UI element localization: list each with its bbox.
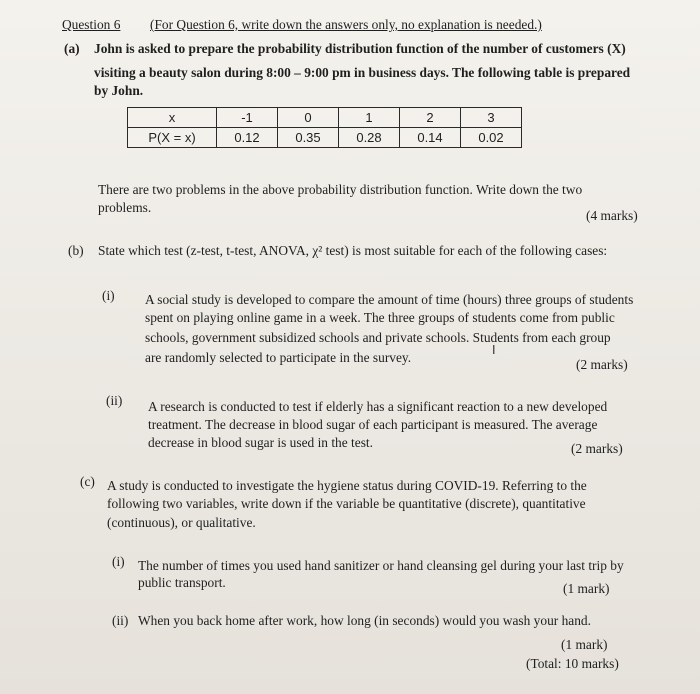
- part-b-ii-line1: A research is conducted to test if elderly has a significant reaction to a new developed: [148, 399, 608, 414]
- table-cell-p: 0.14: [400, 128, 461, 148]
- table-header-p: P(X = x): [128, 128, 217, 148]
- table-cell-x: 3: [461, 108, 522, 128]
- part-b-ii-line3: decrease in blood sugar is used in the test.: [148, 435, 373, 450]
- part-a-line1: John is asked to prepare the probability distribution function of the number of customers (X): [94, 41, 626, 56]
- part-a-follow-line1: There are two problems in the above probability distribution function. Write down the two: [98, 182, 583, 197]
- part-b-stem: State which test (z-test, t-test, ANOVA, χ² test) is most suitable for each of the following cases:: [98, 243, 608, 258]
- table-cell-x: 0: [278, 108, 339, 128]
- table-row-p: [128, 128, 522, 148]
- part-b-i-marks: (2 marks): [576, 357, 628, 372]
- part-a-line2: visiting a beauty salon during 8:00 – 9:00 pm in business days. The following table is prepared: [94, 65, 631, 80]
- total-marks: (Total: 10 marks): [526, 656, 619, 671]
- part-c-i-marks: (1 mark): [563, 581, 610, 596]
- part-c-i-line1: The number of times you used hand sanitizer or hand cleansing gel during your last trip by: [138, 558, 624, 573]
- question-instruction: (For Question 6, write down the answers only, no explanation is needed.): [150, 17, 542, 32]
- table-cell-p: 0.12: [217, 128, 278, 148]
- part-c-line3: (continuous), or qualitative.: [107, 515, 256, 530]
- part-b-i-line2: spent on playing online game in a week. The three groups of students come from public: [145, 310, 615, 325]
- part-b-ii-label: (ii): [106, 393, 123, 408]
- question-number: Question 6: [62, 17, 121, 32]
- table-cell-x: 2: [400, 108, 461, 128]
- part-b-i-label: (i): [102, 288, 115, 303]
- table-cell-p: 0.28: [339, 128, 400, 148]
- part-a-follow-line2: problems.: [98, 200, 152, 215]
- part-b-i-line4: are randomly selected to participate in the survey.: [145, 350, 412, 365]
- probability-table: [127, 107, 522, 148]
- part-c-i-line2: public transport.: [138, 575, 226, 590]
- part-a-label: (a): [64, 41, 80, 56]
- part-c-ii-label: (ii): [112, 613, 129, 628]
- part-c-ii-marks: (1 mark): [561, 637, 608, 652]
- part-c-label: (c): [80, 474, 95, 489]
- part-c-i-label: (i): [112, 554, 125, 569]
- part-b-i-line3: schools, government subsidized schools and private schools. Students from each group: [145, 330, 611, 345]
- text-cursor-icon: I: [492, 343, 496, 357]
- part-b-label: (b): [68, 243, 84, 258]
- part-c-line1: A study is conducted to investigate the hygiene status during COVID-19. Referring to the: [107, 478, 587, 493]
- table-cell-p: 0.02: [461, 128, 522, 148]
- part-c-ii-line1: When you back home after work, how long (in seconds) would you wash your hand.: [138, 613, 591, 628]
- part-b-ii-marks: (2 marks): [571, 441, 623, 456]
- part-c-line2: following two variables, write down if the variable be quantitative (discrete), quantitative: [107, 496, 586, 511]
- part-b-i-line1: A social study is developed to compare the amount of time (hours) three groups of students: [145, 292, 634, 307]
- table-row-x: [128, 108, 522, 128]
- table-header-x: x: [128, 108, 217, 128]
- table-cell-p: 0.35: [278, 128, 339, 148]
- part-a-marks: (4 marks): [586, 208, 638, 223]
- part-b-ii-line2: treatment. The decrease in blood sugar of each participant is measured. The average: [148, 417, 598, 432]
- table-cell-x: -1: [217, 108, 278, 128]
- table-cell-x: 1: [339, 108, 400, 128]
- part-a-line3: by John.: [94, 83, 144, 98]
